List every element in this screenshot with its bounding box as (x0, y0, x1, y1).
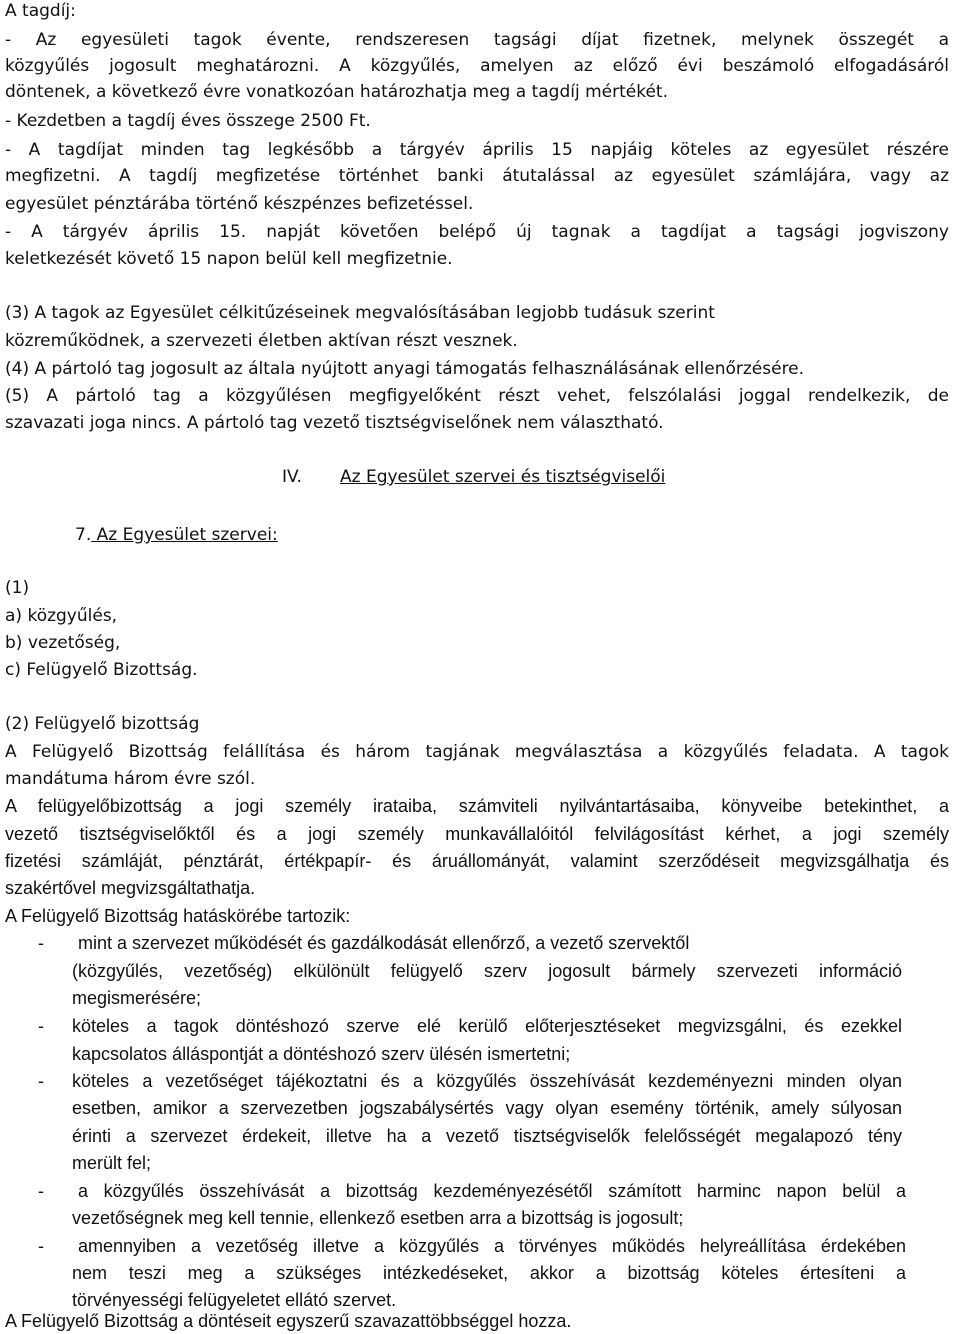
paragraph-line: A Felügyelő Bizottság felállítása és három tagjának megválasztása a közgyűlés feladata. A tagok (5, 742, 949, 762)
paragraph-line: mandátuma három évre szól. (5, 769, 256, 789)
paragraph-line: megfizetni. A tagdíj megfizetése történhet banki átutalással az egyesület számlájára, vagy az (5, 166, 949, 186)
list-item-line: megismerésére; (72, 988, 202, 1008)
paragraph-line: egyesület pénztárába történő készpénzes befizetéssel. (5, 194, 474, 214)
paragraph-line: döntenek, a következő évre vonatkozóan határozhatja meg a tagdíj mértékét. (5, 82, 668, 102)
list-item: a) közgyűlés, (5, 606, 118, 626)
list-item: b) vezetőség, (5, 633, 121, 653)
list-item-line: a közgyűlés összehívását a bizottság kezdeményezésétől számított harminc napon belül a (78, 1181, 906, 1201)
list-item-line: vezetőségnek meg kell tennie, ellenkező esetben arra a bizottság is jogosult; (72, 1208, 684, 1228)
paragraph-line: (5) A pártoló tag a közgyűlésen megfigyelőként részt vehet, felszólalási joggal rendelkezik, de (5, 386, 949, 406)
list-item-line: esetben, amikor a szervezetben jogszabálysértés vagy olyan esemény történik, amely súlyosan (72, 1098, 902, 1118)
paragraph-line: A felügyelőbizottság a jogi személy irataiba, számviteli nyilvántartásaiba, könyveibe betekinthet, a (5, 796, 949, 816)
bullet-dash: - (38, 1016, 44, 1036)
list-item-line: nem teszi meg a szükséges intézkedéseket, akkor a bizottság köteles értesíteni a (72, 1263, 906, 1283)
list-item-line: merült fel; (72, 1153, 152, 1173)
paragraph-line: fizetési számláját, pénztárát, értékpapír- és áruállományát, valamint szerződéseit megvizsgálhatja és (5, 851, 949, 871)
list-item-line: köteles a tagok döntéshozó szerve elé kerülő előterjesztéseket megvizsgálni, és ezekkel (72, 1016, 902, 1036)
paragraph-line: - Kezdetben a tagdíj éves összege 2500 Ft. (5, 111, 371, 131)
section-title-tagdij: A tagdíj: (5, 1, 76, 21)
list-item-line: törvényességi felügyeletet ellátó szervet. (72, 1290, 397, 1310)
list-item-line: kapcsolatos álláspontját a döntéshozó szerv ülésén ismertetni; (72, 1044, 571, 1064)
scope-title: A Felügyelő Bizottság hatáskörébe tartozik: (5, 906, 351, 926)
chapter-number: IV. (282, 467, 302, 487)
paragraph-line: közgyűlés jogosult meghatározni. A közgyűlés, amelyen az előző évi beszámoló elfogadásáról (5, 56, 949, 76)
list-item-line: amennyiben a vezetőség illetve a közgyűlés a törvényes működés helyreállítása érdekében (78, 1236, 906, 1256)
bullet-dash: - (38, 933, 44, 953)
paragraph-line: (3) A tagok az Egyesület célkitűzéseinek megvalósításában legjobb tudásuk szerint (5, 303, 715, 323)
list-number: (1) (5, 578, 30, 598)
final-paragraph: A Felügyelő Bizottság a döntéseit egyszerű szavazattöbbséggel hozza. (5, 1311, 572, 1331)
paragraph-line: szakértővel megvizsgáltathatja. (5, 878, 256, 898)
paragraph-line: - A tagdíjat minden tag legkésőbb a tárgyév április 15 napjáig köteles az egyesület részére (5, 140, 949, 160)
list-item-line: köteles a vezetőséget tájékoztatni és a közgyűlés összehívását kezdeményezni minden olyan (72, 1071, 902, 1091)
chapter-title: Az Egyesület szervei és tisztségviselői (340, 467, 666, 487)
bullet-dash: - (38, 1236, 44, 1256)
paragraph-line: közreműködnek, a szervezeti életben aktívan részt vesznek. (5, 331, 518, 351)
paragraph-line: keletkezését követő 15 napon belül kell megfizetnie. (5, 249, 453, 269)
section-title-supervisory: (2) Felügyelő bizottság (5, 714, 200, 734)
list-item-line: (közgyűlés, vezetőség) elkülönült felügyelő szerv jogosult bármely szervezeti információ (72, 961, 902, 981)
paragraph-line: - Az egyesületi tagok évente, rendszeresen tagsági díjat fizetnek, melynek összegét a (5, 30, 949, 50)
list-item-line: érinti a szervezet érdekeit, illetve ha a vezető tisztségviselők felelősségét megalapozó tény (72, 1126, 902, 1146)
bullet-dash: - (38, 1181, 44, 1201)
paragraph-line: - A tárgyév április 15. napját követően belépő új tagnak a tagdíjat a tagsági jogviszony (5, 222, 949, 242)
list-item: c) Felügyelő Bizottság. (5, 660, 198, 680)
section-heading-organs: 7. Az Egyesület szervei: (75, 525, 278, 545)
paragraph-line: (4) A pártoló tag jogosult az általa nyújtott anyagi támogatás felhasználásának ellenőrzésére. (5, 359, 805, 379)
bullet-dash: - (38, 1071, 44, 1091)
paragraph-line: szavazati joga nincs. A pártoló tag vezető tisztségviselőnek nem választható. (5, 413, 664, 433)
list-item-line: mint a szervezet működését és gazdálkodását ellenőrző, a vezető szervektől (78, 933, 690, 953)
paragraph-line: vezető tisztségviselőktől és a jogi személy munkavállalóitól felvilágosítást kérhet, a jogi személy (5, 824, 949, 844)
